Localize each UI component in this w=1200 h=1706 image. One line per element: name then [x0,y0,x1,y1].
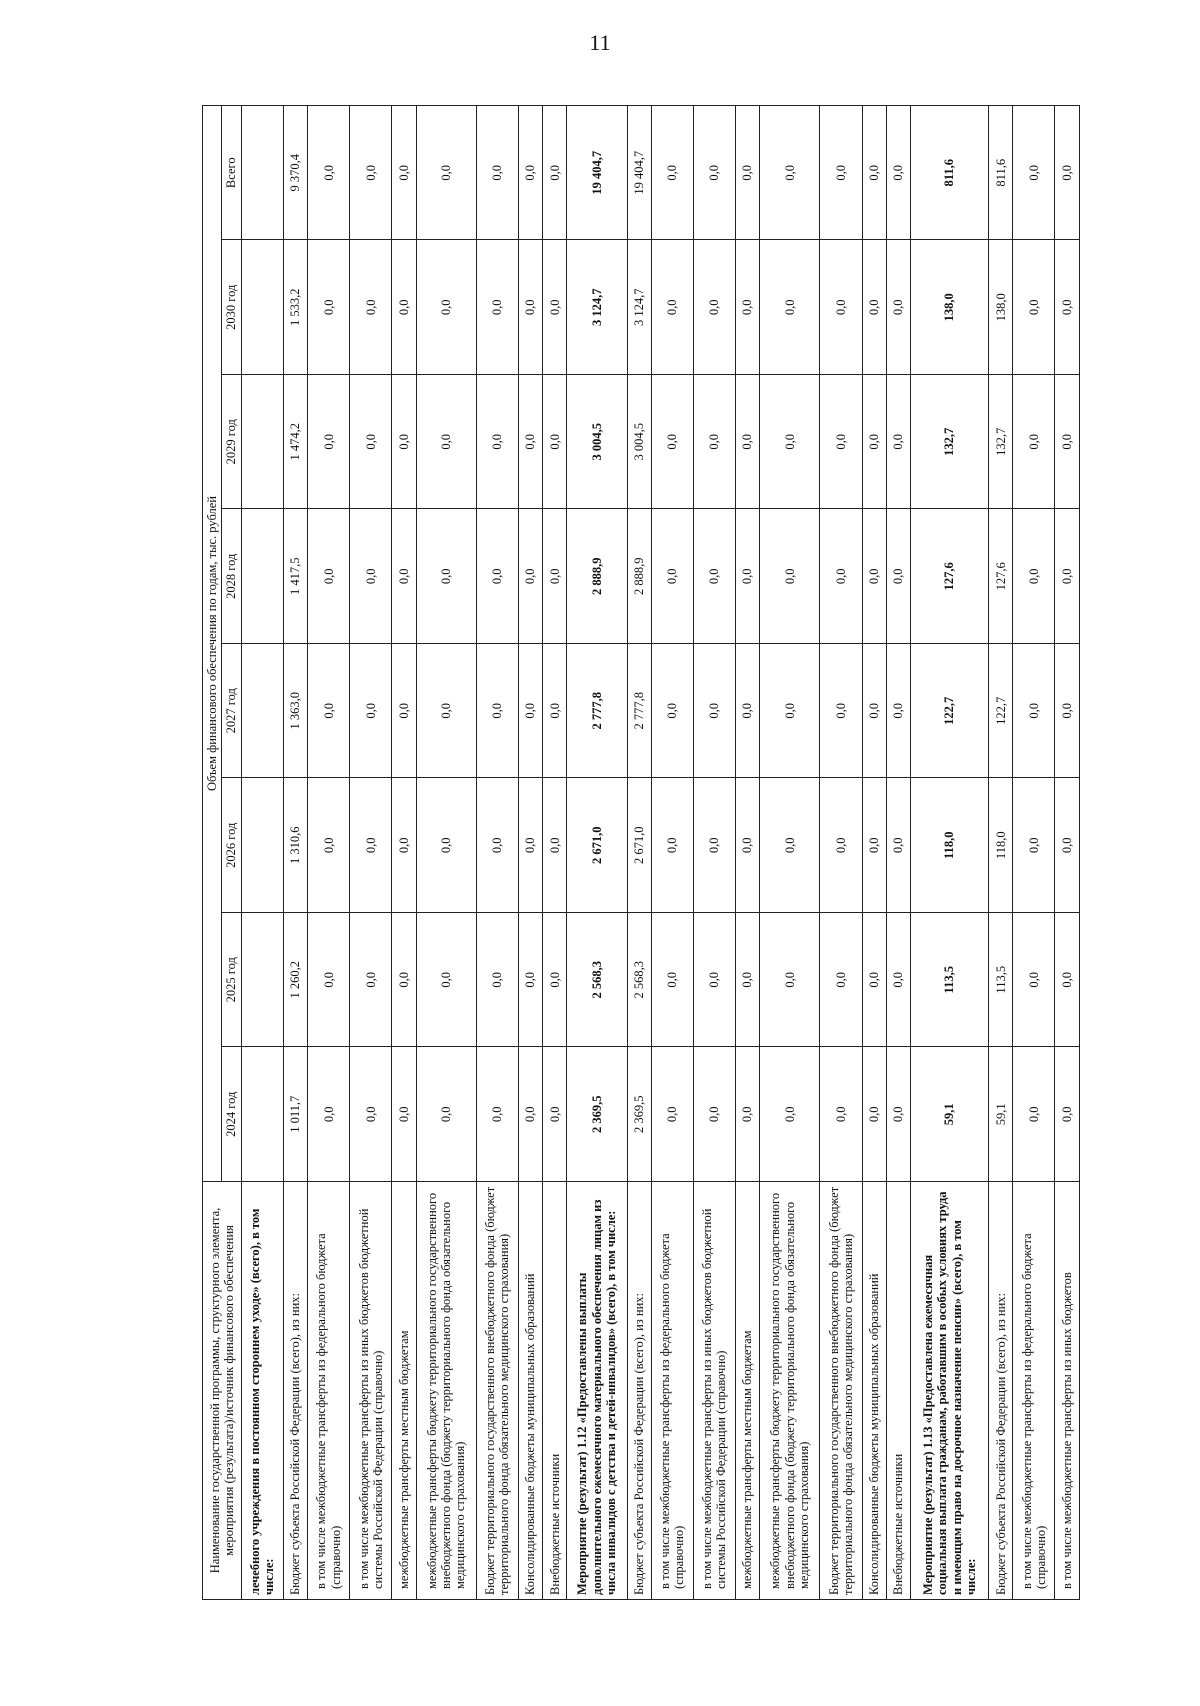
value-cell: 0,0 [1013,778,1055,913]
value-cell: 0,0 [693,778,735,913]
value-cell: 2 568,3 [627,913,651,1048]
value-cell: 1 260,2 [283,913,307,1048]
value-cell: 0,0 [350,913,392,1048]
value-cell [241,1047,283,1182]
value-cell: 0,0 [862,1047,886,1182]
table-row [911,106,989,1600]
table-row [283,106,307,1600]
value-cell: 0,0 [886,375,910,510]
value-cell: 0,0 [886,778,910,913]
row-label: Бюджет территориального государственного внебюджетного фонда (бюджет территориального фонда обязательного медицинского страхования) [820,1182,862,1600]
value-cell: 0,0 [760,644,820,779]
table-row [862,106,886,1600]
row-label: в том числе межбюджетные трансферты из иных бюджетов бюджетной системы Российской Федерации (справочно) [350,1182,392,1600]
row-label: Бюджет субъекта Российской Федерации (всего), из них: [989,1182,1013,1600]
value-cell: 0,0 [1055,240,1080,375]
value-cell: 0,0 [308,240,350,375]
value-cell: 0,0 [862,240,886,375]
value-cell: 0,0 [308,509,350,644]
value-cell: 0,0 [651,375,693,510]
year-header: 2026 год [222,778,241,913]
value-cell: 0,0 [476,644,518,779]
value-cell: 0,0 [543,509,567,644]
table-row [760,106,820,1600]
value-cell: 0,0 [1013,1047,1055,1182]
value-cell: 3 124,7 [627,240,651,375]
value-cell: 0,0 [392,913,416,1048]
value-cell: 0,0 [518,106,542,241]
value-cell: 0,0 [736,240,760,375]
value-cell: 0,0 [518,240,542,375]
value-cell: 0,0 [416,644,476,779]
row-label: Консолидированные бюджеты муниципальных образований [862,1182,886,1600]
value-cell: 0,0 [693,913,735,1048]
table-row [518,106,542,1600]
row-label: Мероприятие (результат) 1.13 «Предоставлена ежемесячная социальная выплата гражданам, работавшим в особых условиях труда и имеющим право на досрочное назначение пенсии» (всего), в том числе: [911,1182,989,1600]
value-cell: 0,0 [820,1047,862,1182]
value-cell: 9 370,4 [283,106,307,241]
value-cell: 0,0 [392,644,416,779]
value-cell: 0,0 [350,644,392,779]
value-cell: 0,0 [476,509,518,644]
value-cell: 0,0 [308,644,350,779]
table-body [241,106,1079,1600]
value-cell: 0,0 [886,913,910,1048]
table-row [693,106,735,1600]
value-cell: 0,0 [693,106,735,241]
value-cell: 19 404,7 [567,106,627,241]
table-row [416,106,476,1600]
value-cell: 0,0 [416,778,476,913]
value-cell: 2 369,5 [627,1047,651,1182]
value-cell: 0,0 [543,106,567,241]
value-cell: 1 011,7 [283,1047,307,1182]
value-cell: 0,0 [1055,375,1080,510]
value-cell: 0,0 [820,913,862,1048]
value-cell: 132,7 [989,375,1013,510]
value-cell: 0,0 [392,106,416,241]
value-cell: 0,0 [886,1047,910,1182]
value-cell: 0,0 [651,240,693,375]
value-cell: 0,0 [518,778,542,913]
value-cell: 0,0 [760,1047,820,1182]
value-cell: 1 474,2 [283,375,307,510]
value-cell: 1 363,0 [283,644,307,779]
year-header: 2030 год [222,240,241,375]
table-row [989,106,1013,1600]
table-row [736,106,760,1600]
year-header: 2024 год [222,1047,241,1182]
row-label: Внебюджетные источники [543,1182,567,1600]
value-cell: 0,0 [518,1047,542,1182]
table-row [476,106,518,1600]
value-cell: 127,6 [989,509,1013,644]
value-cell [241,106,283,241]
value-cell [241,240,283,375]
value-cell: 127,6 [911,509,989,644]
value-cell: 0,0 [886,509,910,644]
value-cell: 0,0 [736,644,760,779]
value-cell: 0,0 [350,375,392,510]
value-cell: 0,0 [1013,240,1055,375]
value-cell: 113,5 [911,913,989,1048]
value-cell: 2 888,9 [567,509,627,644]
value-cell: 0,0 [518,375,542,510]
header-row-1 [203,106,222,1600]
value-cell: 0,0 [693,240,735,375]
volume-header: Объем финансового обеспечения по годам, тыс. рублей [203,106,222,1182]
year-header: 2028 год [222,509,241,644]
value-cell: 0,0 [350,778,392,913]
page-number: 11 [589,30,611,55]
value-cell: 0,0 [1013,375,1055,510]
value-cell: 0,0 [1055,1047,1080,1182]
value-cell: 0,0 [820,106,862,241]
value-cell: 0,0 [736,375,760,510]
value-cell: 0,0 [820,644,862,779]
value-cell: 0,0 [886,644,910,779]
rotated-table-container [202,105,1080,1600]
value-cell: 0,0 [350,240,392,375]
value-cell: 0,0 [350,509,392,644]
value-cell: 0,0 [760,913,820,1048]
value-cell: 0,0 [693,1047,735,1182]
value-cell: 0,0 [1055,778,1080,913]
value-cell: 811,6 [911,106,989,241]
value-cell: 0,0 [416,375,476,510]
row-label: в том числе межбюджетные трансферты из федерального бюджета (справочно) [1013,1182,1055,1600]
row-label: Консолидированные бюджеты муниципальных образований [518,1182,542,1600]
value-cell: 0,0 [693,375,735,510]
value-cell: 0,0 [350,1047,392,1182]
row-label: Мероприятие (результат) 1.12 «Предоставлены выплаты дополнительного ежемесячного материального обеспечения лицам из числа инвалидов с детства и детей-инвалидов» (всего), в том числе: [567,1182,627,1600]
value-cell: 0,0 [308,1047,350,1182]
value-cell: 0,0 [392,1047,416,1182]
value-cell: 2 888,9 [627,509,651,644]
value-cell: 0,0 [392,509,416,644]
value-cell: 0,0 [862,644,886,779]
value-cell: 2 568,3 [567,913,627,1048]
value-cell: 0,0 [543,1047,567,1182]
row-label: Внебюджетные источники [886,1182,910,1600]
value-cell: 0,0 [476,778,518,913]
value-cell: 122,7 [989,644,1013,779]
value-cell: 0,0 [543,644,567,779]
value-cell: 0,0 [820,240,862,375]
value-cell: 0,0 [651,644,693,779]
value-cell: 0,0 [392,375,416,510]
value-cell: 0,0 [886,240,910,375]
row-label: в том числе межбюджетные трансферты из федерального бюджета (справочно) [308,1182,350,1600]
table-row [627,106,651,1600]
value-cell: 0,0 [476,106,518,241]
value-cell: 113,5 [989,913,1013,1048]
value-cell: 2 777,8 [627,644,651,779]
table-row [543,106,567,1600]
value-cell: 0,0 [651,778,693,913]
value-cell: 0,0 [760,509,820,644]
value-cell: 0,0 [416,106,476,241]
value-cell: 2 369,5 [567,1047,627,1182]
value-cell: 2 671,0 [627,778,651,913]
row-label: в том числе межбюджетные трансферты из иных бюджетов бюджетной системы Российской Федерации (справочно) [693,1182,735,1600]
value-cell: 118,0 [989,778,1013,913]
value-cell: 0,0 [736,913,760,1048]
value-cell: 0,0 [543,778,567,913]
row-label: в том числе межбюджетные трансферты из иных бюджетов [1055,1182,1080,1600]
value-cell: 2 777,8 [567,644,627,779]
row-label: межбюджетные трансферты местным бюджетам [736,1182,760,1600]
value-cell: 0,0 [1055,913,1080,1048]
table-row [308,106,350,1600]
value-cell: 0,0 [476,375,518,510]
value-cell [241,644,283,779]
value-cell: 0,0 [886,106,910,241]
value-cell: 0,0 [820,509,862,644]
value-cell: 0,0 [760,778,820,913]
value-cell: 0,0 [820,778,862,913]
value-cell [241,509,283,644]
row-label: Бюджет территориального государственного внебюджетного фонда (бюджет территориального фонда обязательного медицинского страхования) [476,1182,518,1600]
value-cell: 0,0 [760,106,820,241]
row-label: межбюджетные трансферты бюджету территориального государственного внебюджетного фонда (бюджету территориального фонда обязательного медицинского страхования) [760,1182,820,1600]
value-cell: 122,7 [911,644,989,779]
year-header: Всего [222,106,241,241]
value-cell: 0,0 [736,509,760,644]
value-cell: 0,0 [392,778,416,913]
value-cell: 811,6 [989,106,1013,241]
row-label: межбюджетные трансферты бюджету территориального государственного внебюджетного фонда (бюджету территориального фонда обязательного медицинского страхования) [416,1182,476,1600]
value-cell: 0,0 [543,913,567,1048]
row-label: в том числе межбюджетные трансферты из федерального бюджета (справочно) [651,1182,693,1600]
value-cell: 0,0 [862,106,886,241]
value-cell: 0,0 [651,1047,693,1182]
value-cell: 0,0 [651,913,693,1048]
value-cell [241,778,283,913]
value-cell: 0,0 [543,240,567,375]
value-cell: 19 404,7 [627,106,651,241]
value-cell: 138,0 [989,240,1013,375]
value-cell: 59,1 [989,1047,1013,1182]
table-row [651,106,693,1600]
value-cell [241,375,283,510]
value-cell: 0,0 [693,644,735,779]
table-row [241,106,283,1600]
row-label: Бюджет субъекта Российской Федерации (всего), из них: [283,1182,307,1600]
value-cell: 0,0 [1055,509,1080,644]
value-cell: 0,0 [416,1047,476,1182]
financing-table [202,105,1080,1600]
year-header: 2025 год [222,913,241,1048]
value-cell: 138,0 [911,240,989,375]
value-cell: 0,0 [760,240,820,375]
value-cell: 0,0 [476,240,518,375]
name-column-header: Наименование государственной программы, структурного элемента, мероприятия (результата)/источник финансового обеспечения [203,1182,242,1600]
value-cell: 0,0 [518,913,542,1048]
value-cell: 0,0 [736,106,760,241]
table-row [886,106,910,1600]
year-header: 2029 год [222,375,241,510]
value-cell: 59,1 [911,1047,989,1182]
value-cell: 3 124,7 [567,240,627,375]
value-cell: 0,0 [308,106,350,241]
value-cell: 132,7 [911,375,989,510]
value-cell: 0,0 [392,240,416,375]
table-row [567,106,627,1600]
table-row [820,106,862,1600]
value-cell: 0,0 [1013,106,1055,241]
value-cell: 0,0 [308,375,350,510]
value-cell: 0,0 [416,240,476,375]
year-header: 2027 год [222,644,241,779]
value-cell: 1 533,2 [283,240,307,375]
value-cell: 0,0 [308,913,350,1048]
value-cell: 0,0 [820,375,862,510]
table-row [1055,106,1080,1600]
value-cell: 0,0 [543,375,567,510]
value-cell: 0,0 [308,778,350,913]
value-cell: 0,0 [416,509,476,644]
table-row [350,106,392,1600]
value-cell [241,913,283,1048]
value-cell: 0,0 [862,778,886,913]
value-cell: 0,0 [518,644,542,779]
value-cell: 0,0 [416,913,476,1048]
value-cell: 0,0 [862,913,886,1048]
value-cell: 0,0 [1013,913,1055,1048]
value-cell: 0,0 [1013,509,1055,644]
value-cell: 3 004,5 [627,375,651,510]
row-label: межбюджетные трансферты местным бюджетам [392,1182,416,1600]
table-row [392,106,416,1600]
value-cell: 0,0 [1055,644,1080,779]
value-cell: 0,0 [736,1047,760,1182]
value-cell: 0,0 [1013,644,1055,779]
table-header [203,106,242,1600]
value-cell: 0,0 [651,106,693,241]
value-cell: 0,0 [736,778,760,913]
value-cell: 0,0 [693,509,735,644]
table-row [1013,106,1055,1600]
value-cell: 1 310,6 [283,778,307,913]
value-cell: 0,0 [476,913,518,1048]
value-cell: 118,0 [911,778,989,913]
value-cell: 0,0 [760,375,820,510]
value-cell: 1 417,5 [283,509,307,644]
value-cell: 0,0 [862,509,886,644]
row-label: Бюджет субъекта Российской Федерации (всего), из них: [627,1182,651,1600]
value-cell: 0,0 [476,1047,518,1182]
value-cell: 0,0 [350,106,392,241]
value-cell: 2 671,0 [567,778,627,913]
value-cell: 3 004,5 [567,375,627,510]
row-label: лечебного учреждения в постоянном стороннем уходе» (всего), в том числе: [241,1182,283,1600]
value-cell: 0,0 [651,509,693,644]
value-cell: 0,0 [862,375,886,510]
value-cell: 0,0 [1055,106,1080,241]
value-cell: 0,0 [518,509,542,644]
